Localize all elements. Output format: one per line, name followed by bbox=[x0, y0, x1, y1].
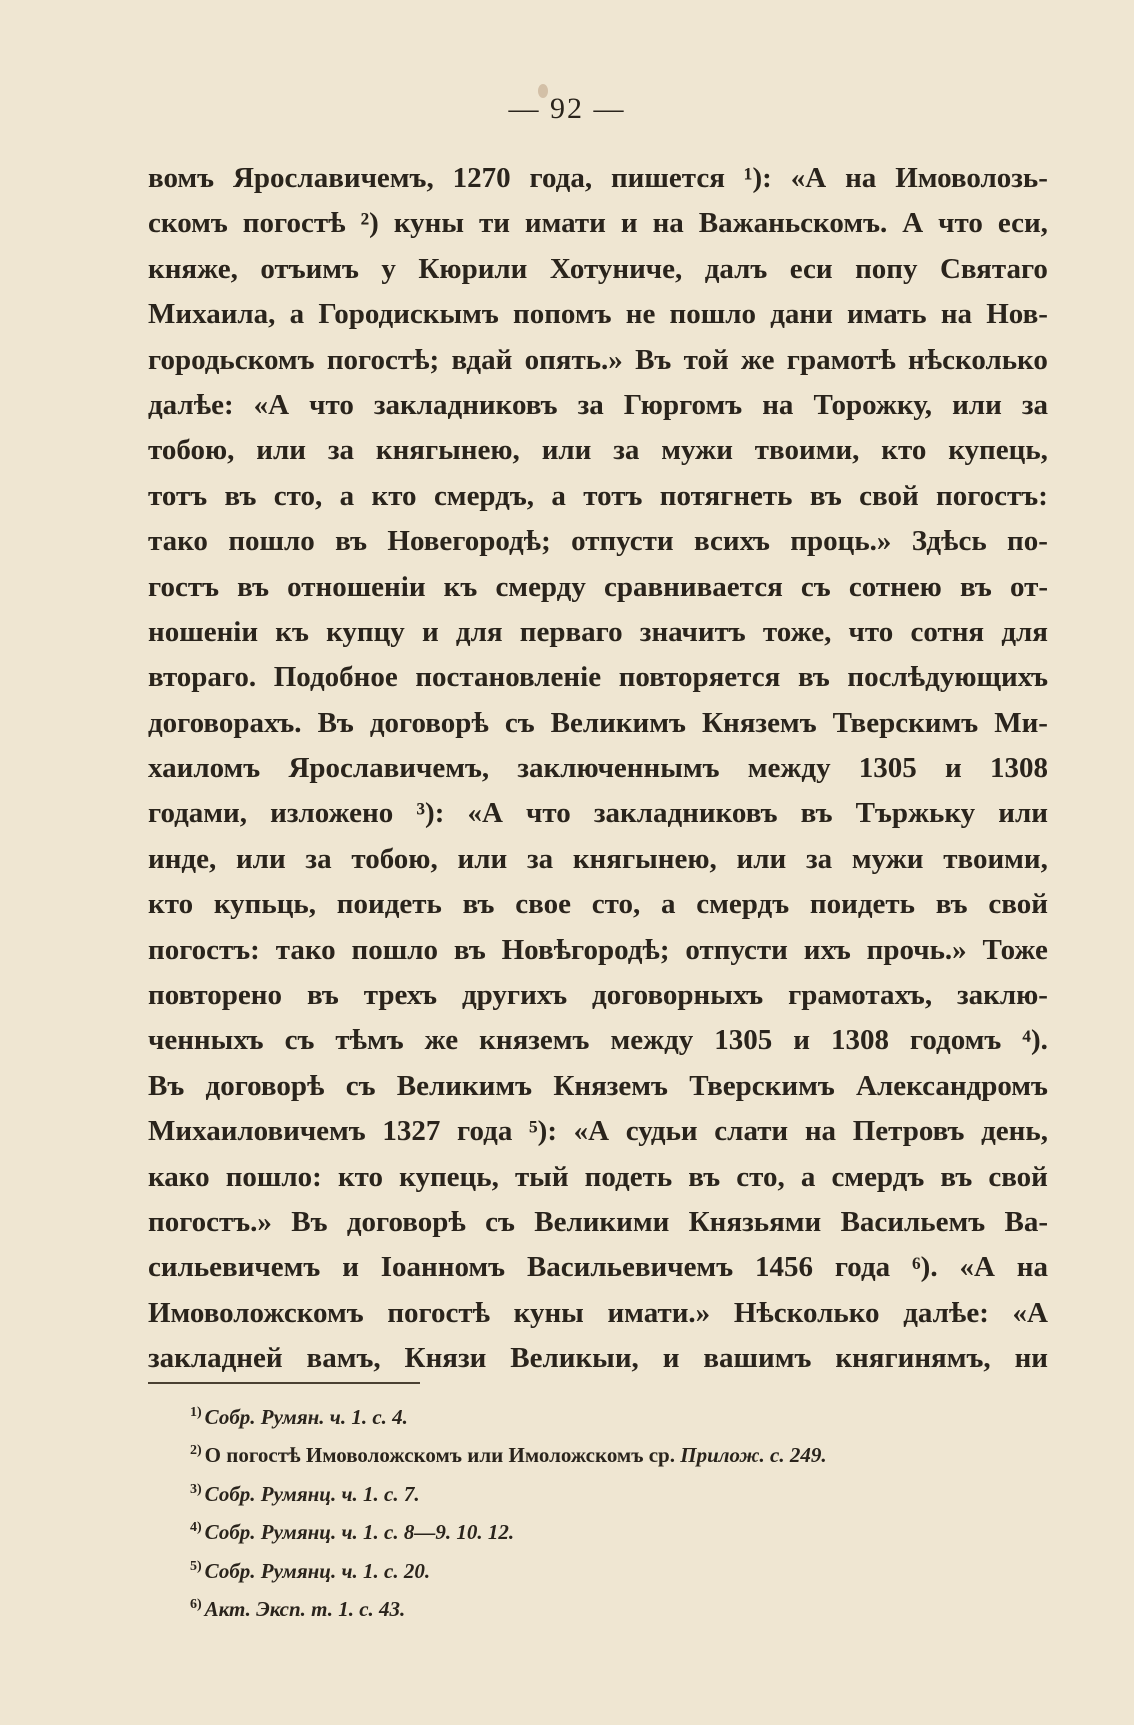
main-text bbox=[148, 156, 1048, 1382]
footnote-number: 4) bbox=[190, 1520, 202, 1536]
footnote-number: 5) bbox=[190, 1558, 202, 1574]
footnote bbox=[190, 1434, 1040, 1472]
text-line: втораго. Подобное постановленіе повторяется въ послѣдующихъ bbox=[148, 661, 1048, 694]
text-line: тако пошло въ Новегородѣ; отпусти всихъ проць.» Здѣсь по- bbox=[148, 525, 1048, 558]
text-line: тобою, или за княгынею, или за мужи твоими, кто купець, bbox=[148, 434, 1048, 467]
text-line: вомъ Ярославичемъ, 1270 года, пишется ¹): «А на Имоволозь- bbox=[148, 162, 1048, 194]
text-line: договорахъ. Въ договорѣ съ Великимъ Княземъ Тверскимъ Ми- bbox=[148, 706, 1048, 739]
text-line: городьскомъ погостѣ; вдай опять.» Въ той же грамотѣ нѣсколько bbox=[148, 343, 1048, 376]
text-line: княже, отъимъ у Кюрили Хотуниче, далъ еси попу Святаго bbox=[148, 252, 1048, 285]
text-line: погостъ: тако пошло въ Новѣгородѣ; отпусти ихъ прочь.» Тоже bbox=[148, 933, 1048, 966]
text-line: закладней вамъ, Князи Великыи, и вашимъ княгинямъ, ни bbox=[148, 1342, 1048, 1375]
text-line: гостъ въ отношеніи къ смерду сравнивается съ сотнею въ от- bbox=[148, 570, 1048, 603]
text-line: сильевичемъ и Іоанномъ Васильевичемъ 1456 года ⁶). «А на bbox=[148, 1251, 1048, 1284]
text-line: погостъ.» Въ договорѣ съ Великими Князьями Васильемъ Ва- bbox=[148, 1205, 1048, 1238]
footnote-number: 3) bbox=[190, 1481, 202, 1497]
text-line: скомъ погостѣ ²) куны ти имати и на Важаньскомъ. А что еси, bbox=[148, 207, 1048, 240]
footnotes bbox=[190, 1396, 1040, 1626]
text-line: ченныхъ съ тѣмъ же княземъ между 1305 и 1308 годомъ ⁴). bbox=[148, 1024, 1048, 1057]
text-line: повторено въ трехъ другихъ договорныхъ грамотахъ, заклю- bbox=[148, 979, 1048, 1012]
text-line: ношеніи къ купцу и для перваго значитъ тоже, что сотня для bbox=[148, 615, 1048, 648]
text-line: хаиломъ Ярославичемъ, заключеннымъ между 1305 и 1308 bbox=[148, 752, 1048, 785]
footnote bbox=[190, 1396, 1040, 1434]
text-line: тотъ въ сто, а кто смердъ, а тотъ потягнеть въ свой погостъ: bbox=[148, 479, 1048, 512]
footnote-citation: Собр. Румянц. ч. 1. с. 20. bbox=[204, 1558, 431, 1583]
footnote-text: О погостѣ Имоволожскомъ или Имоложскомъ ср. bbox=[204, 1443, 681, 1468]
footnote-number: 2) bbox=[190, 1443, 202, 1459]
text-line: како пошло: кто купець, тый подеть въ сто, а смердъ въ свой bbox=[148, 1160, 1048, 1193]
text-line: Михаиловичемъ 1327 года ⁵): «А судьи слати на Петровъ день, bbox=[148, 1115, 1048, 1148]
text-line: Въ договорѣ съ Великимъ Княземъ Тверскимъ Александромъ bbox=[148, 1069, 1048, 1102]
text-line: инде, или за тобою, или за княгынею, или за мужи твоими, bbox=[148, 842, 1048, 875]
text-line: кто купьць, поидеть въ свое сто, а смердъ поидеть въ свой bbox=[148, 888, 1048, 921]
text-line: годами, изложено ³): «А что закладниковъ въ Тържьку или bbox=[148, 797, 1048, 830]
footnote-number: 1) bbox=[190, 1405, 202, 1420]
footnote-citation: Собр. Румянц. ч. 1. с. 7. bbox=[204, 1481, 420, 1506]
footnote-citation: Акт. Эксп. т. 1. с. 43. bbox=[204, 1597, 406, 1622]
footnote-number: 6) bbox=[190, 1597, 202, 1613]
footnote bbox=[190, 1473, 1040, 1511]
footnote-citation: Прилож. с. 249. bbox=[680, 1443, 827, 1468]
footnote-citation: Собр. Румян. ч. 1. с. 4. bbox=[204, 1405, 408, 1429]
footnote bbox=[190, 1550, 1040, 1588]
page-number: — 92 — bbox=[508, 92, 626, 125]
footnote-rule bbox=[148, 1382, 420, 1384]
footnote bbox=[190, 1511, 1040, 1549]
footnote bbox=[190, 1588, 1040, 1626]
text-line: Михаила, а Городискымъ попомъ не пошло дани имать на Нов- bbox=[148, 298, 1048, 331]
text-line: Имоволожскомъ погостѣ куны имати.» Нѣсколько далѣе: «А bbox=[148, 1296, 1048, 1329]
text-line: далѣе: «А что закладниковъ за Гюргомъ на Торожку, или за bbox=[148, 388, 1048, 421]
footnote-citation: Собр. Румянц. ч. 1. с. 8—9. 10. 12. bbox=[204, 1520, 515, 1545]
